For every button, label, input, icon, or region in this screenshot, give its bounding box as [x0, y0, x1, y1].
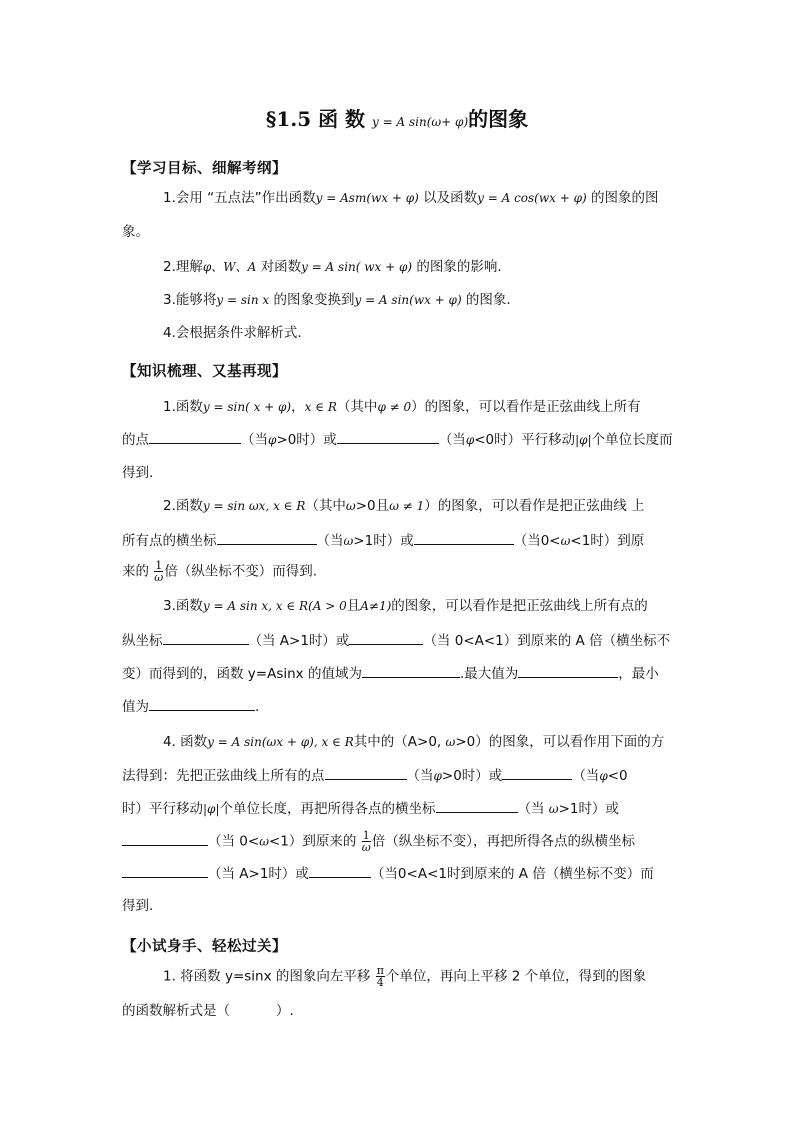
- text: 3.能够将: [163, 292, 217, 308]
- text: 以及函数: [423, 190, 478, 206]
- text: <0: [607, 768, 628, 784]
- text: 的图象.: [465, 292, 511, 308]
- text: 2.理解: [163, 259, 203, 275]
- formula: x ∈ R: [304, 400, 337, 414]
- text: 的图象的影响.: [416, 259, 502, 275]
- text: 对函数: [260, 259, 302, 275]
- k3-line-3: [122, 664, 682, 683]
- fraction-pi-over-4: [376, 965, 385, 988]
- text: 个单位长度，再把所得各点的横坐标: [219, 801, 436, 817]
- section-heading-knowledge: 【知识梳理、又基再现】: [122, 364, 287, 380]
- answer-blank[interactable]: [325, 766, 407, 780]
- text: （当: [241, 432, 268, 448]
- text: 的点: [122, 432, 149, 448]
- text: .最大值为: [459, 666, 519, 682]
- text: 的函数解析式是（: [122, 1003, 230, 1019]
- text: （当 A>1时）或: [248, 633, 350, 649]
- section-heading-practice: 【小试身手、轻松过关】: [122, 939, 287, 955]
- text: 所有点的横坐标: [122, 533, 217, 549]
- goal-3: [163, 291, 723, 309]
- text: （当 0<A<1）到原来的 A 倍（横坐标不: [423, 633, 671, 649]
- goal-1-line-2: 象。: [122, 224, 149, 240]
- text: >0且: [355, 498, 390, 514]
- text: ）.: [276, 1003, 294, 1019]
- numerator: π: [376, 964, 384, 977]
- formula: y = A sin( wx + φ): [301, 260, 413, 274]
- formula: y = A cos(wx + φ): [477, 191, 587, 205]
- k3-line-2: [122, 631, 682, 650]
- formula: φ: [465, 433, 475, 447]
- k4-line-5: [122, 864, 682, 883]
- text: （当: [517, 801, 549, 817]
- title-suffix: 的图象: [468, 107, 529, 131]
- text: <1时）到原: [570, 533, 645, 549]
- text: （当0<A<1时到原来的 A 倍（横坐标不变）而: [370, 866, 654, 882]
- text: 来的: [122, 563, 149, 580]
- text: ）的图象，可以看作是正弦曲线上所有: [411, 399, 641, 415]
- text: 倍（纵坐标不变）而得到.: [164, 563, 318, 580]
- p1-line-2: [122, 1002, 682, 1020]
- title-prefix: §1.5 函 数: [265, 107, 373, 131]
- text: 2.函数: [163, 498, 203, 514]
- formula: y = sin( x + φ): [202, 400, 292, 414]
- k3-line-1: [163, 597, 723, 615]
- answer-blank[interactable]: [362, 664, 460, 678]
- text: 1.会用 “五点法”作出函数: [163, 190, 316, 206]
- text: >0）的图象，可以看作用下面的方: [455, 734, 665, 750]
- goal-1-line-1: [163, 189, 723, 207]
- text: 时）平行移动: [122, 801, 203, 817]
- k1-line-1: [163, 398, 723, 416]
- text: 其中的（A>0,: [353, 734, 446, 750]
- k4-line-3: [122, 799, 682, 818]
- formula: |φ|: [575, 433, 592, 447]
- text: 的图象，可以看作是把正弦曲线上所有点的: [391, 598, 648, 614]
- text: >1时）或: [558, 801, 619, 817]
- numerator: 1: [155, 559, 163, 572]
- text: 4. 函数: [163, 734, 208, 750]
- text: 值为: [122, 699, 149, 715]
- text: （当: [406, 768, 434, 784]
- formula: y = A sin(ωx + φ), x ∈ R: [207, 735, 354, 749]
- formula: φ ≠ 0: [377, 400, 412, 414]
- answer-blank[interactable]: [502, 766, 572, 780]
- goal-4: 4.会根据条件求解析式.: [163, 325, 302, 341]
- title-formula: y = A sin(ω+ φ): [372, 115, 469, 129]
- text: ）的图象，可以看作是把正弦曲线 上: [424, 498, 645, 514]
- text: >0时）或: [276, 432, 337, 448]
- text: .: [255, 699, 260, 715]
- formula: φ: [599, 769, 608, 783]
- k2-line-3: [122, 560, 682, 583]
- denominator: ω: [361, 841, 371, 854]
- text: 法得到：先把正弦曲线上所有的点: [122, 768, 325, 784]
- text: ，最小: [618, 666, 659, 682]
- text: 1.函数: [163, 399, 203, 415]
- text: 个单位，再向上平移 2 个单位，得到的图象: [385, 968, 647, 985]
- formula: |φ|: [203, 802, 220, 816]
- text: 1. 将函数 y=sinx 的图象向左平移: [163, 968, 371, 985]
- formula: A≠1): [360, 599, 392, 613]
- section-heading-goals: 【学习目标、细解考纲】: [122, 161, 287, 177]
- answer-blank[interactable]: [122, 832, 208, 846]
- text: 倍（纵坐标不变），再把所得各点的纵横坐标: [371, 833, 635, 850]
- formula: ω ≠ 1: [389, 499, 425, 513]
- formula: ω: [445, 735, 456, 749]
- text: （当: [572, 768, 600, 784]
- formula: y = sin ωx, x ∈ R: [202, 499, 306, 513]
- text: >0时）或: [441, 768, 503, 784]
- fraction-one-over-omega: [362, 830, 371, 853]
- answer-blank[interactable]: [122, 864, 208, 878]
- text: （当: [316, 533, 344, 549]
- k4-line-4: [122, 830, 682, 853]
- text: 变）而得到的，函数 y=Asinx 的值域为: [122, 666, 362, 682]
- formula: ω: [259, 834, 269, 849]
- formula: φ: [268, 433, 277, 447]
- k1-line-2: [122, 430, 682, 449]
- text: （当0<: [513, 533, 561, 549]
- text: 个单位长度而: [591, 432, 673, 448]
- formula: ω: [345, 499, 356, 513]
- text: （其中: [336, 399, 378, 415]
- p1-line-1: [163, 965, 723, 988]
- goal-2: [163, 258, 723, 276]
- text: ，: [291, 399, 305, 415]
- text: 的图象变换到: [273, 292, 355, 308]
- denominator: ω: [154, 571, 164, 584]
- k2-line-2: [122, 531, 682, 550]
- formula: ω: [343, 534, 354, 548]
- k4-line-2: [122, 766, 682, 785]
- k3-line-4: [122, 697, 682, 716]
- formula: φ: [433, 769, 442, 783]
- formula: ω: [560, 534, 571, 548]
- answer-blank[interactable]: [149, 430, 241, 444]
- formula: y = A sin(wx + φ): [354, 293, 462, 307]
- text: （当 0<: [208, 833, 260, 850]
- numerator: 1: [362, 829, 370, 842]
- answer-blank[interactable]: [414, 531, 514, 545]
- answer-blank[interactable]: [163, 631, 249, 645]
- page-title: [0, 103, 794, 132]
- fraction-one-over-omega: [154, 560, 163, 583]
- text: （当: [438, 432, 466, 448]
- text: （其中: [305, 498, 346, 514]
- k4-line-1: [163, 733, 723, 751]
- formula: y = sin x: [216, 293, 270, 307]
- answer-blank[interactable]: [149, 697, 255, 711]
- formula: φ、W、A: [202, 260, 257, 274]
- answer-blank[interactable]: [309, 864, 371, 878]
- formula: y = A sin x, x ∈ R(A > 0: [202, 599, 347, 613]
- text: 且: [346, 598, 361, 614]
- text: 3.函数: [163, 598, 203, 614]
- k2-line-1: [163, 497, 723, 515]
- formula: ω: [548, 802, 559, 816]
- text: （当 A>1时）或: [208, 866, 309, 882]
- text: 纵坐标: [122, 633, 163, 649]
- answer-blank[interactable]: [436, 799, 518, 813]
- text: 的图象的图: [590, 190, 659, 206]
- answer-blank[interactable]: [518, 664, 618, 678]
- text: <0时）平行移动: [474, 432, 576, 448]
- k4-line-6: 得到.: [122, 898, 154, 914]
- answer-blank[interactable]: [349, 631, 423, 645]
- k1-line-3: 得到.: [122, 465, 154, 481]
- answer-blank[interactable]: [217, 531, 317, 545]
- formula: y = Asm(wx + φ): [315, 191, 419, 205]
- denominator: 4: [376, 976, 384, 989]
- answer-blank[interactable]: [337, 430, 439, 444]
- text: <1）到原来的: [269, 833, 357, 850]
- text: >1时）或: [353, 533, 414, 549]
